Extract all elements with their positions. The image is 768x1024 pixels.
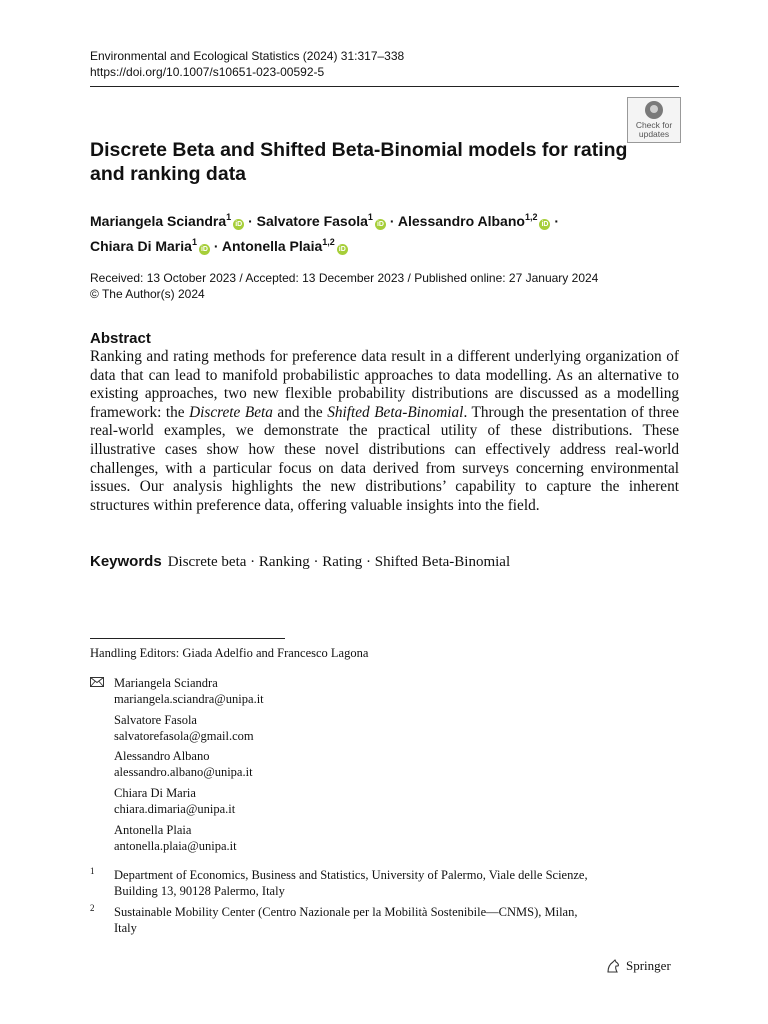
- abstract-emphasis: Shifted Beta-Binomial: [327, 403, 464, 421]
- contact-entry: [114, 823, 237, 854]
- contact-name: Antonella Plaia: [114, 823, 192, 837]
- affiliation-text: Department of Economics, Business and Statistics, University of Palermo, Viale delle Scienze, Building 13, 90128 Palermo, Italy: [114, 868, 588, 898]
- author-separator: ·: [554, 213, 560, 229]
- affiliation-text: Sustainable Mobility Center (Centro Nazionale per la Mobilità Sostenibile—CNMS), Milan, Italy: [114, 905, 578, 935]
- badge-label: Check for updates: [635, 120, 673, 139]
- keywords-text: Discrete beta · Ranking · Rating · Shifted Beta-Binomial: [167, 554, 511, 570]
- orcid-icon[interactable]: iD: [200, 246, 208, 253]
- author-name[interactable]: Salvatore Fasola: [256, 213, 368, 229]
- contact-email[interactable]: salvatorefasola@gmail.com: [114, 728, 254, 743]
- contact-email[interactable]: mariangela.sciandra@unipa.it: [114, 691, 264, 706]
- author-affiliation-mark: 1,2: [322, 237, 335, 247]
- author-affiliation-mark: 1: [191, 237, 197, 247]
- affiliation-number: 2: [90, 903, 95, 913]
- publication-dates: [90, 270, 598, 302]
- contact-name: Alessandro Albano: [114, 749, 210, 763]
- contact-email[interactable]: antonella.plaia@unipa.it: [114, 838, 237, 853]
- check-for-updates-badge[interactable]: [627, 97, 681, 143]
- abstract-emphasis: Discrete Beta: [189, 403, 273, 421]
- author-affiliation-mark: 1: [226, 212, 232, 222]
- author-separator: ·: [248, 213, 253, 229]
- footnote-rule: [90, 638, 285, 639]
- contact-name: Chiara Di Maria: [114, 786, 196, 800]
- author-separator: ·: [389, 213, 395, 229]
- contact-name: Salvatore Fasola: [114, 713, 197, 727]
- copyright-line: © The Author(s) 2024: [90, 287, 205, 301]
- author-name[interactable]: Chiara Di Maria: [90, 238, 192, 254]
- orcid-icon[interactable]: iD: [376, 221, 384, 228]
- header-rule: [90, 86, 679, 87]
- contact-entry: [114, 786, 235, 817]
- history-line: Received: 13 October 2023 / Accepted: 13 December 2023 / Published online: 27 January 2024: [90, 271, 599, 285]
- author-name[interactable]: Antonella Plaia: [221, 238, 323, 254]
- contact-name: Mariangela Sciandra: [114, 676, 218, 690]
- contact-entry: [114, 713, 254, 744]
- contact-entry: [114, 676, 264, 707]
- contact-entry: [114, 749, 253, 780]
- journal-header: [90, 48, 404, 80]
- author-list: [90, 207, 650, 257]
- keywords-label: Keywords: [90, 553, 162, 570]
- springer-horse-icon: [605, 958, 621, 974]
- paper-title: Discrete Beta and Shifted Beta-Binomial models for rating and ranking data: [90, 139, 628, 185]
- abstract-body: Ranking and rating methods for preference data result in a different underlying organization of data that can lead to manifold probabilistic approaches to data modelling. As an alternative to existing approaches, two new flexible probability distributions are discussed as a modelling framework: the Discrete Beta and the Shifted Beta-Binomial. Through the presentation of three real-world examples, we demonstrate the practical utility of these distributions. These illustrative cases show how these novel distributions can effectively address real-world challenges, with a particular focus on data derived from surveys concerning environmental issues. Our analysis highlights the new distributions’ capability to capture the inherent structures within preference data, offering valuable insights into the field.: [90, 348, 679, 514]
- author-separator: ·: [213, 238, 219, 254]
- abstract-heading: Abstract: [90, 330, 151, 347]
- envelope-icon: [90, 677, 104, 687]
- contact-email[interactable]: chiara.dimaria@unipa.it: [114, 801, 236, 816]
- orcid-icon[interactable]: iD: [235, 221, 243, 228]
- contact-email[interactable]: alessandro.albano@unipa.it: [114, 764, 253, 779]
- author-affiliation-mark: 1: [367, 212, 373, 222]
- publisher-logo: [605, 958, 671, 974]
- publisher-name: Springer: [626, 958, 671, 973]
- journal-citation: Environmental and Ecological Statistics (2024) 31:317–338: [90, 49, 405, 63]
- orcid-icon[interactable]: iD: [541, 221, 549, 228]
- check-for-updates-icon: [645, 101, 663, 119]
- orcid-icon[interactable]: iD: [338, 246, 346, 253]
- author-affiliation-mark: 1,2: [524, 212, 538, 222]
- author-name[interactable]: Alessandro Albano: [397, 213, 525, 229]
- author-name[interactable]: Mariangela Sciandra: [90, 213, 227, 229]
- doi-link[interactable]: https://doi.org/10.1007/s10651-023-00592-5: [90, 65, 325, 79]
- handling-editors: Handling Editors: Giada Adelfio and Francesco Lagona: [90, 646, 369, 660]
- affiliation-number: 1: [90, 866, 95, 876]
- keywords: [90, 552, 510, 572]
